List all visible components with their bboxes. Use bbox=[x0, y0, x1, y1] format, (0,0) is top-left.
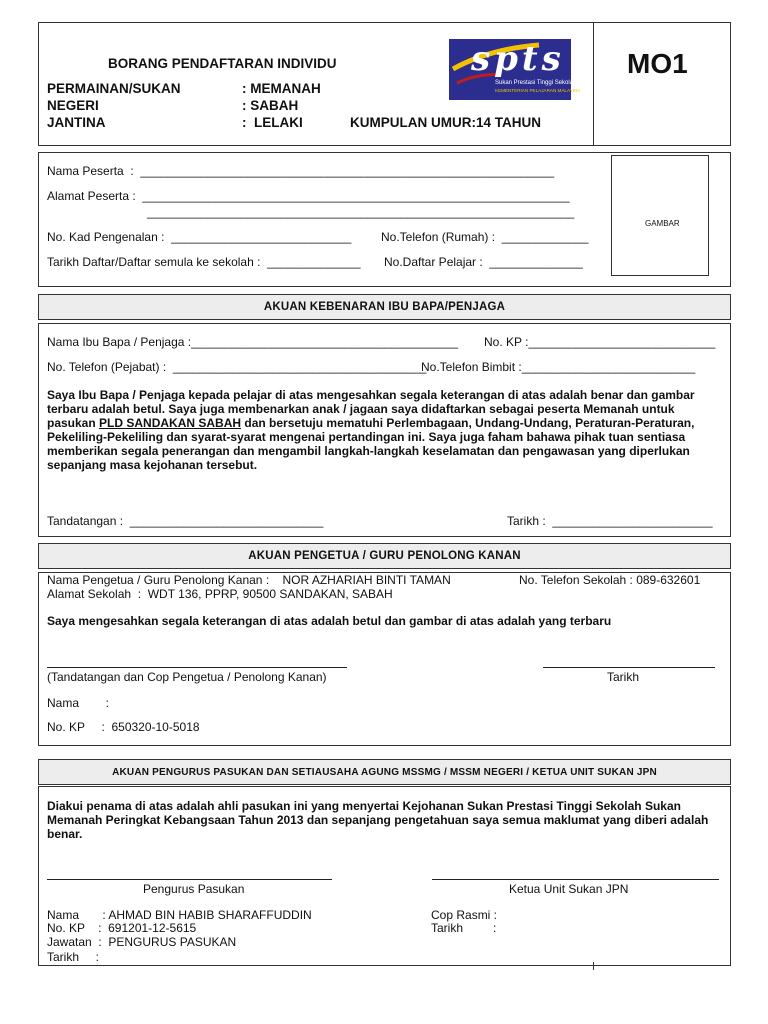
parent-signature: Tandatangan : _____________________________ bbox=[47, 514, 324, 528]
participant-register-date: Tarikh Daftar/Daftar semula ke sekolah : ______________ bbox=[47, 255, 361, 269]
principal-name-field: Nama : bbox=[47, 696, 110, 710]
parent-date: Tarikh : ________________________ bbox=[507, 514, 713, 528]
participant-name: Nama Peserta : ______________________________________________________________ bbox=[47, 164, 555, 178]
parent-mobile: No.Telefon Bimbit :__________________________ bbox=[421, 360, 696, 374]
school-address: Alamat Sekolah : WDT 136, PPRP, 90500 SANDAKAN, SABAH bbox=[47, 587, 393, 601]
spts-logo bbox=[449, 39, 581, 100]
age-group: KUMPULAN UMUR:14 TAHUN bbox=[350, 115, 541, 130]
participant-address-line2: ________________________________________________________________ bbox=[147, 205, 575, 219]
manager-name: Nama : AHMAD BIN HABIB SHARAFFUDDIN bbox=[47, 908, 312, 922]
jpn-sign-line bbox=[432, 879, 719, 880]
photo-label: GAMBAR bbox=[645, 219, 680, 228]
logo-text: spts bbox=[471, 39, 565, 79]
parent-heading: AKUAN KEBENARAN IBU BAPA/PENJAGA bbox=[38, 294, 731, 320]
parent-office-phone: No. Telefon (Pejabat) : ______________________________________ bbox=[47, 360, 427, 374]
principal-kp: No. KP : 650320-10-5018 bbox=[47, 720, 200, 734]
manager-caption: Pengurus Pasukan bbox=[143, 882, 245, 896]
parent-kp: No. KP :____________________________ bbox=[484, 335, 716, 349]
principal-date-caption: Tarikh bbox=[607, 670, 640, 684]
principal-name: Nama Pengetua / Guru Penolong Kanan : NOR AZHARIAH BINTI TAMAN bbox=[47, 573, 451, 587]
principal-statement: Saya mengesahkan segala keterangan di atas adalah betul dan gambar di atas adalah yang terbaru bbox=[47, 614, 612, 628]
jpn-date: Tarikh : bbox=[431, 921, 497, 935]
bottom-rule bbox=[38, 965, 731, 966]
participant-address: Alamat Peserta : ________________________________________________________________ bbox=[47, 189, 570, 203]
gender-value: : LELAKI bbox=[242, 115, 303, 130]
participant-phone-home: No.Telefon (Rumah) : _____________ bbox=[381, 230, 589, 244]
manager-statement: Diakui penama di atas adalah ahli pasukan ini yang menyertai Kejohanan Sukan Prestasi Tinggi Sekolah Sukan Memanah Peringkat Kebangsaan Tahun 2013 dan sepanjang pengetahuan saya semua maklumat yang diberi adalah benar. bbox=[47, 799, 709, 841]
manager-kp: No. KP : 691201-12-5615 bbox=[47, 921, 197, 935]
gender-label: JANTINA bbox=[47, 115, 106, 130]
parent-name: Nama Ibu Bapa / Penjaga :________________________________________ bbox=[47, 335, 459, 349]
logo-tagline-2: KEMENTERIAN PELAJARAN MALAYSIA bbox=[495, 88, 581, 93]
participant-student-no: No.Daftar Pelajar : ______________ bbox=[384, 255, 583, 269]
header-divider bbox=[593, 22, 594, 146]
sport-value: : MEMANAH bbox=[242, 81, 321, 96]
state-label: NEGERI bbox=[47, 98, 99, 113]
official-stamp: Cop Rasmi : bbox=[431, 908, 498, 922]
sport-label: PERMAINAN/SUKAN bbox=[47, 81, 181, 96]
bottom-tick bbox=[593, 962, 594, 970]
manager-sign-line bbox=[47, 879, 332, 880]
principal-date-line bbox=[543, 667, 715, 668]
parent-statement: Saya Ibu Bapa / Penjaga kepada pelajar di atas mengesahkan segala keterangan di atas adalah benar dan gambar terbaru adalah betul. Saya juga membenarkan anak / jagaan saya didaftarkan sebagai peserta Memanah untuk pasukan PLD SANDAKAN SABAH dan bersetuju mematuhi Perlembagaan, Undang-Undang, Peraturan-Peraturan, Pekeliling-Pekeliling dan syarat-syarat mengenai pertandingan ini. Saya juga faham bahawa pihak tuan sentiasa memberikan segala penerangan dan mengambil langkah-langkah keselamatan dan pengawasan yang diperlukan sepanjang masa kejohanan tersebut. bbox=[47, 388, 695, 472]
principal-heading: AKUAN PENGETUA / GURU PENOLONG KANAN bbox=[38, 543, 731, 569]
logo-tagline-1: Sukan Prestasi Tinggi Sekolah bbox=[495, 80, 577, 86]
manager-date: Tarikh : bbox=[47, 950, 100, 964]
state-value: : SABAH bbox=[242, 98, 299, 113]
principal-sign-caption: (Tandatangan dan Cop Pengetua / Penolong Kanan) bbox=[47, 670, 327, 684]
participant-ic: No. Kad Pengenalan : ___________________________ bbox=[47, 230, 352, 244]
form-code: MO1 bbox=[627, 48, 688, 79]
manager-heading: AKUAN PENGURUS PASUKAN DAN SETIAUSAHA AGUNG MSSMG / MSSM NEGERI / KETUA UNIT SUKAN JPN bbox=[38, 759, 731, 785]
school-phone: No. Telefon Sekolah : 089-632601 bbox=[519, 573, 701, 587]
form-title: BORANG PENDAFTARAN INDIVIDU bbox=[108, 56, 337, 71]
team-name: PLD SANDAKAN SABAH bbox=[99, 416, 242, 430]
principal-sign-line bbox=[47, 667, 347, 668]
photo-box bbox=[611, 155, 709, 276]
manager-post: Jawatan : PENGURUS PASUKAN bbox=[47, 935, 237, 949]
jpn-caption: Ketua Unit Sukan JPN bbox=[509, 882, 629, 896]
